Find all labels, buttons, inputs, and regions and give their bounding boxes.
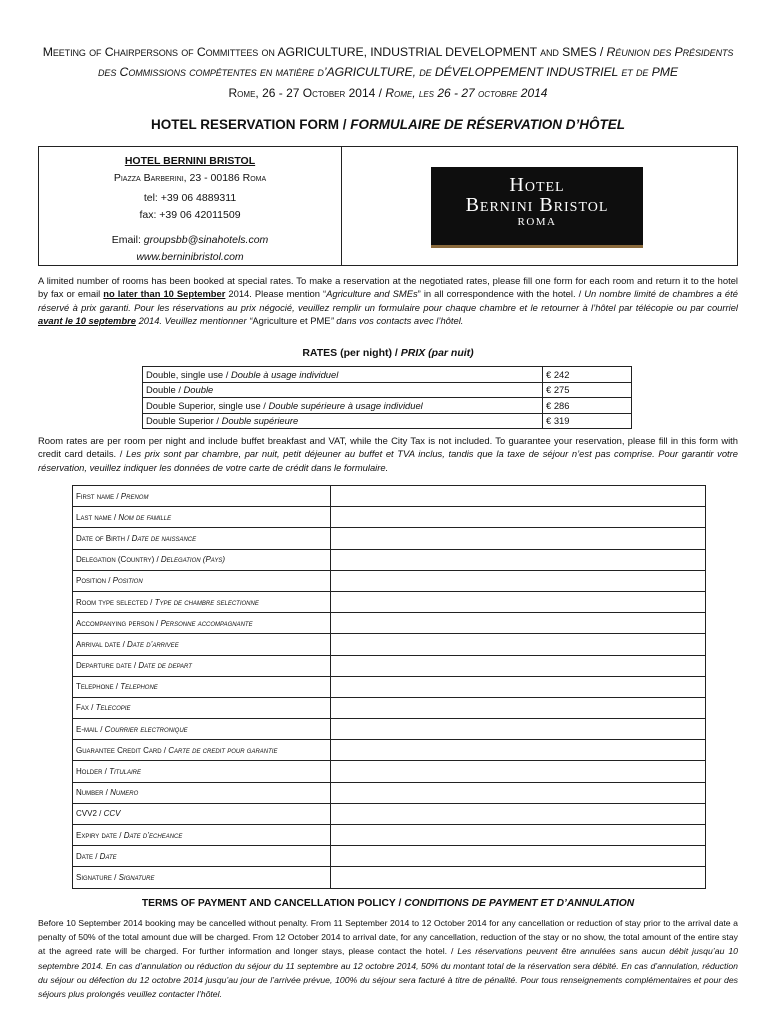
hotel-contact: [39, 153, 341, 266]
rate-price: € 286: [543, 398, 632, 414]
form-field-input[interactable]: [331, 782, 706, 803]
hotel-email[interactable]: groupsbb@sinahotels.com: [143, 234, 269, 246]
form-field-label: Guarantee Credit Card / Carte de credit pour garantie: [73, 740, 331, 761]
rate-price: € 275: [543, 382, 632, 398]
form-row: [73, 782, 706, 803]
form-field-label: Signature / Signature: [73, 867, 331, 888]
form-row: [73, 825, 706, 846]
hotel-fax: fax: +39 06 42011509: [139, 209, 241, 221]
form-row: [73, 486, 706, 507]
form-field-label: CVV2 / CCV: [73, 803, 331, 824]
rates-note-paragraph: Room rates are per room per night and include buffet breakfast and VAT, while the City Tax is not included. To guarantee your reservation, please fill in this form with credit card details. / Les prix sont par chambre, par nuit, petit déjeuner au buffet et TVA inclus, tandis que la taxe de séjour n’est pas comprise. Pour garantir votre réservation, veuillez indiquer les données de votre carte de crédit dans le formulaire.: [38, 435, 738, 473]
form-row: [73, 613, 706, 634]
reservation-form-table: [72, 485, 706, 889]
form-row: [73, 549, 706, 570]
form-field-label: E-mail / Courrier electronique: [73, 719, 331, 740]
form-field-input[interactable]: [331, 846, 706, 867]
form-field-input[interactable]: [331, 634, 706, 655]
form-row: [73, 803, 706, 824]
hotel-address: Piazza Barberini, 23 - 00186 Roma: [113, 172, 267, 184]
form-row: [73, 570, 706, 591]
form-field-label: Last name / Nom de famille: [73, 507, 331, 528]
form-field-label: Number / Numero: [73, 782, 331, 803]
hotel-name: HOTEL BERNINI BRISTOL: [124, 155, 256, 167]
hotel-tel: tel: +39 06 4889311: [143, 192, 237, 204]
form-field-label: Departure date / Date de depart: [73, 655, 331, 676]
form-row: [73, 591, 706, 612]
form-field-input[interactable]: [331, 740, 706, 761]
form-field-input[interactable]: [331, 761, 706, 782]
form-field-input[interactable]: [331, 803, 706, 824]
form-field-label: Date / Date: [73, 846, 331, 867]
form-field-input[interactable]: [331, 697, 706, 718]
meeting-date: Rome, 26 - 27 October 2014 / Rome, les 26 - 27 octobre 2014: [228, 86, 548, 100]
form-field-input[interactable]: [331, 528, 706, 549]
form-field-input[interactable]: [331, 719, 706, 740]
form-field-label: Arrival date / Date d’arrivee: [73, 634, 331, 655]
hotel-email-line: Email: groupsbb@sinahotels.com: [111, 234, 269, 246]
form-row: [73, 846, 706, 867]
hotel-logo: Hotel Bernini Bristol ROMA: [431, 167, 643, 248]
terms-title: TERMS OF PAYMENT AND CANCELLATION POLICY / CONDITIONS DE PAYMENT ET D’ANNULATION: [141, 898, 635, 909]
form-field-label: Date of Birth / Date de naissance: [73, 528, 331, 549]
form-row: [73, 697, 706, 718]
form-row: [73, 634, 706, 655]
rate-row: Double Superior / Double supérieure € 319: [143, 413, 632, 429]
hotel-box-divider: [341, 147, 342, 265]
terms-paragraph: Before 10 September 2014 booking may be cancelled without penalty. From 11 September 2014 to 12 October 2014 for any cancellation or reduction of stay prior to the arrival date a penalty of 50% of the total amount due will be charged. From 12 October 2014 to arrival date, for any cancellation, reduction of the stay or no show, the total amount of the entire stay at the agreed rate will be charged. For further information and longer stays, please contact the hotel. / Les réservations peuvent être annulées sans aucun débit jusqu’au 10 septembre 2014. En cas d’annulation ou réduction du séjour du 11 septembre au 12 octobre 2014, 50% du montant total de la réservation sera débité. En cas d’annulation, réduction du séjour ou défection du 12 octobre 2014 jusqu’au jour de l’arrivée prévue, 100% du séjour sera facturé à titre de pénalité. Pour tous renseignements complémentaires et pour des séjours plus prolongés veuillez contacter l’hôtel.: [38, 918, 738, 1000]
form-field-label: Expiry date / Date d’echeance: [73, 825, 331, 846]
form-field-label: Room type selected / Type de chambre selectionne: [73, 591, 331, 612]
form-field-input[interactable]: [331, 613, 706, 634]
form-field-label: Holder / Titulaire: [73, 761, 331, 782]
form-row: [73, 761, 706, 782]
rates-table: [142, 366, 632, 429]
form-row: [73, 867, 706, 888]
rates-title: RATES (per night) / PRIX (par nuit): [302, 347, 474, 359]
hotel-info-box: [38, 146, 738, 266]
hotel-website[interactable]: www.berninibristol.com: [136, 251, 244, 263]
form-row: [73, 719, 706, 740]
form-field-input[interactable]: [331, 507, 706, 528]
form-field-label: Position / Position: [73, 570, 331, 591]
rate-price: € 242: [543, 367, 632, 383]
form-row: [73, 507, 706, 528]
rate-row: Double / Double € 275: [143, 382, 632, 398]
form-field-label: Delegation (Country) / Delegation (Pays): [73, 549, 331, 570]
rate-price: € 319: [543, 413, 632, 429]
form-row: [73, 528, 706, 549]
form-field-input[interactable]: [331, 676, 706, 697]
form-field-input[interactable]: [331, 825, 706, 846]
form-title: HOTEL RESERVATION FORM / FORMULAIRE DE RÉSERVATION D’HÔTEL: [150, 117, 626, 132]
form-field-label: First name / Prenom: [73, 486, 331, 507]
intro-paragraph: A limited number of rooms has been booked at special rates. To make a reservation at the negotiated rates, please fill one form for each room and return it to the hotel by fax or email no later than 10 September 2014. Please mention “Agriculture and SMEs” in all correspondence with the hotel. / Un nombre limité de chambres a été réservé à prix garanti. Pour les réservations au prix négocié, veuillez remplir un formulaire pour chaque chambre et le retourner à l’hôtel par télécopie ou par courriel avant le 10 septembre 2014. Veuillez mentionner “Agriculture et PME” dans vos contacts avec l’hôtel.: [38, 275, 738, 326]
form-field-input[interactable]: [331, 655, 706, 676]
form-field-input[interactable]: [331, 570, 706, 591]
form-row: [73, 740, 706, 761]
form-row: [73, 655, 706, 676]
form-field-input[interactable]: [331, 867, 706, 888]
rate-row: Double, single use / Double à usage individuel € 242: [143, 367, 632, 383]
form-field-label: Fax / Telecopie: [73, 697, 331, 718]
form-field-input[interactable]: [331, 486, 706, 507]
rate-row: Double Superior, single use / Double supérieure à usage individuel € 286: [143, 398, 632, 414]
form-field-label: Telephone / Telephone: [73, 676, 331, 697]
form-row: [73, 676, 706, 697]
form-field-input[interactable]: [331, 591, 706, 612]
form-field-input[interactable]: [331, 549, 706, 570]
form-field-label: Accompanying person / Personne accompagnante: [73, 613, 331, 634]
meeting-heading: Meeting of Chairpersons of Committees on AGRICULTURE, INDUSTRIAL DEVELOPMENT and SMES / Réunion des Présidents des Commissions compétentes en matière d’AGRICULTURE, de DÉVELOPPEMENT INDUSTRIEL et de PME: [42, 45, 734, 79]
